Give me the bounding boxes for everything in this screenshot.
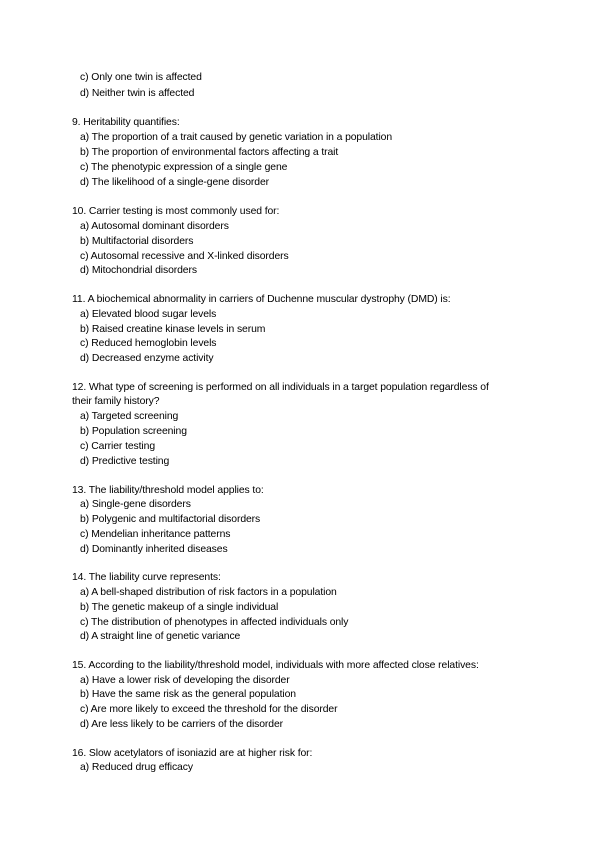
option-d: d) A straight line of genetic variance bbox=[80, 631, 241, 642]
option-d: d) The likelihood of a single-gene disorder bbox=[80, 177, 270, 188]
question-text: 15. According to the liability/threshold model, individuals with more affected close relatives: bbox=[72, 660, 479, 671]
option-c: c) Carrier testing bbox=[80, 441, 155, 452]
option-b: b) Population screening bbox=[80, 426, 187, 437]
option-a: a) Reduced drug efficacy bbox=[80, 762, 193, 773]
option-c: c) The distribution of phenotypes in affected individuals only bbox=[80, 617, 349, 628]
option-d: d) Predictive testing bbox=[80, 456, 170, 467]
option-c: c) Reduced hemoglobin levels bbox=[80, 338, 217, 349]
option-b: b) The genetic makeup of a single individual bbox=[80, 602, 279, 613]
question-text: 14. The liability curve represents: bbox=[72, 572, 221, 583]
option-a: a) Have a lower risk of developing the disorder bbox=[80, 675, 290, 686]
question-text: 10. Carrier testing is most commonly used for: bbox=[72, 206, 280, 217]
question-text-line-2: their family history? bbox=[72, 396, 160, 407]
option-c: c) Mendelian inheritance patterns bbox=[80, 529, 231, 540]
option-b: b) Multifactorial disorders bbox=[80, 236, 194, 247]
option-c: c) Are more likely to exceed the threshold for the disorder bbox=[80, 704, 338, 715]
option-b: b) Raised creatine kinase levels in serum bbox=[80, 324, 266, 335]
question-text: 16. Slow acetylators of isoniazid are at higher risk for: bbox=[72, 748, 313, 759]
option-d: d) Are less likely to be carriers of the disorder bbox=[80, 719, 283, 730]
option-b: b) The proportion of environmental factors affecting a trait bbox=[80, 147, 339, 158]
option-d: d) Decreased enzyme activity bbox=[80, 353, 214, 364]
option-a: a) Elevated blood sugar levels bbox=[80, 309, 217, 320]
option-a: a) A bell-shaped distribution of risk factors in a population bbox=[80, 587, 337, 598]
option-b: b) Polygenic and multifactorial disorders bbox=[80, 514, 261, 525]
option-d: d) Mitochondrial disorders bbox=[80, 265, 197, 276]
option-a: a) Single-gene disorders bbox=[80, 499, 191, 510]
option-c: c) Autosomal recessive and X-linked disorders bbox=[80, 251, 289, 262]
question-text-line-1: 12. What type of screening is performed on all individuals in a target population regardless of bbox=[72, 382, 489, 393]
option-a: a) Targeted screening bbox=[80, 411, 179, 422]
option-c: c) The phenotypic expression of a single gene bbox=[80, 162, 288, 173]
continued-option-c: c) Only one twin is affected bbox=[80, 72, 202, 83]
question-text: 11. A biochemical abnormality in carriers of Duchenne muscular dystrophy (DMD) is: bbox=[72, 294, 451, 305]
question-text: 9. Heritability quantifies: bbox=[72, 117, 180, 128]
option-a: a) The proportion of a trait caused by genetic variation in a population bbox=[80, 132, 393, 143]
option-d: d) Dominantly inherited diseases bbox=[80, 544, 228, 555]
option-a: a) Autosomal dominant disorders bbox=[80, 221, 229, 232]
continued-option-d: d) Neither twin is affected bbox=[80, 88, 195, 99]
option-b: b) Have the same risk as the general population bbox=[80, 689, 296, 700]
question-text: 13. The liability/threshold model applies to: bbox=[72, 485, 264, 496]
